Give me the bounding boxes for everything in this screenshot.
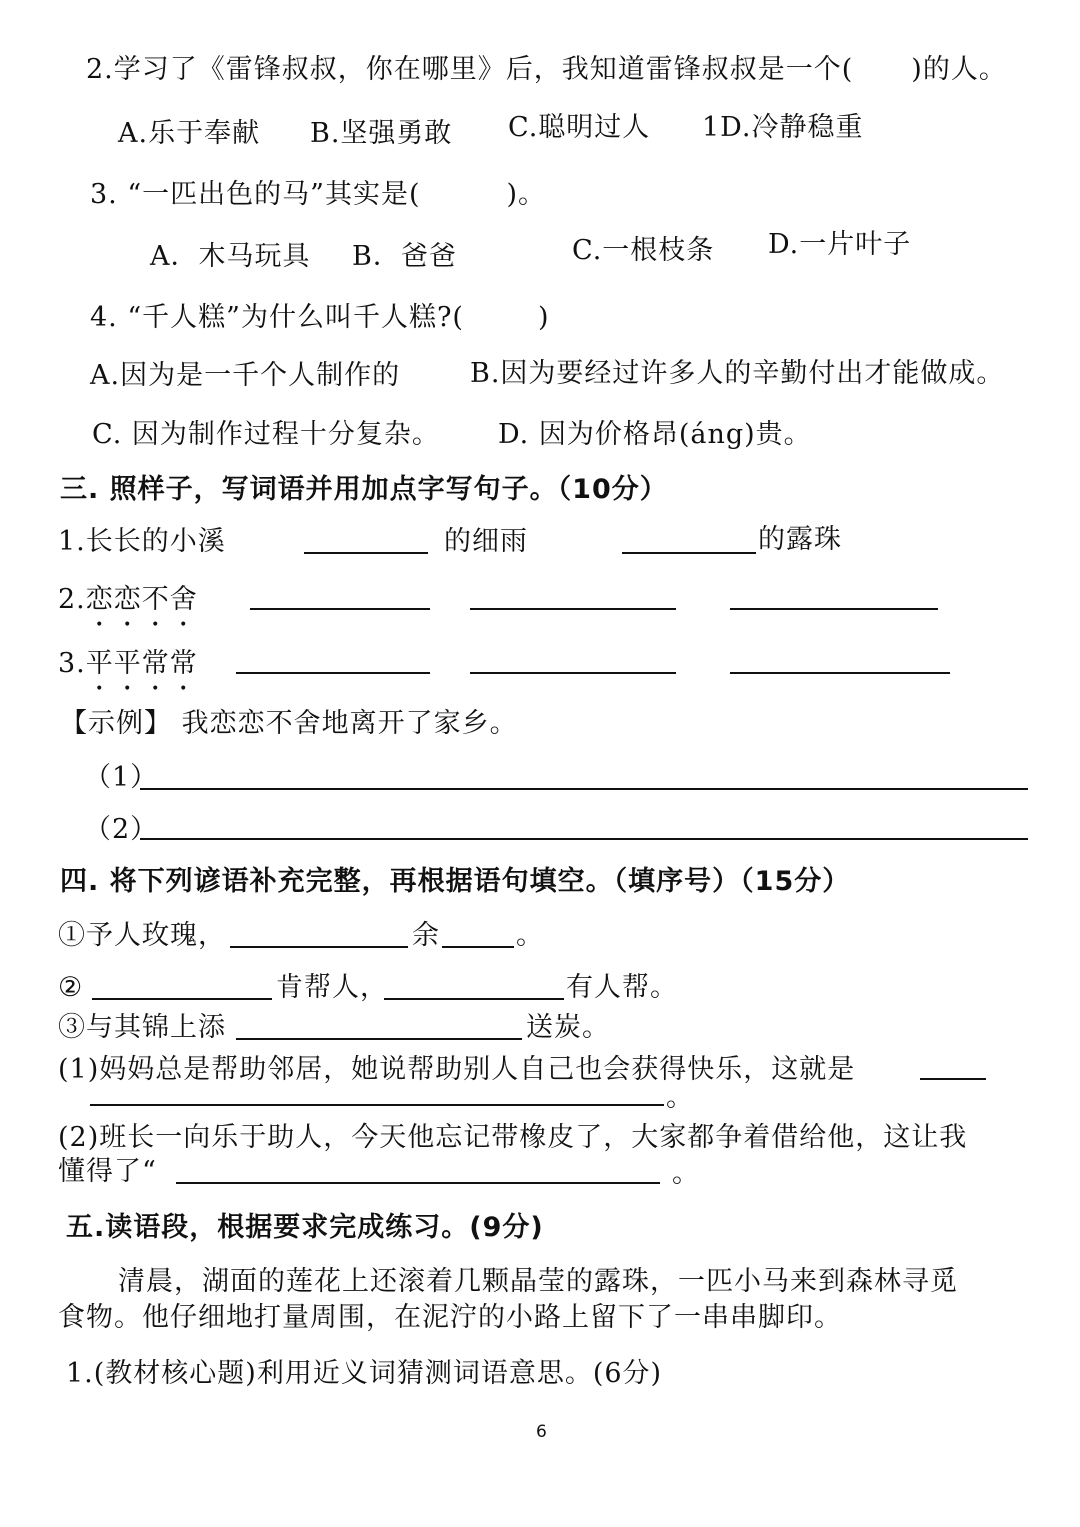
dotted-char: 恋 xyxy=(85,584,114,615)
dotted-char: 常 xyxy=(169,648,198,679)
sec4-p1-blank-2[interactable] xyxy=(442,946,514,948)
q2-stem-text: 2.学习了《雷锋叔叔，你在哪里》后，我知道雷锋叔叔是一个( xyxy=(86,54,854,85)
sec4-p1-end: 。 xyxy=(516,920,544,951)
sec4-fill-2-blank[interactable] xyxy=(176,1182,660,1184)
q4-stem-end: ) xyxy=(537,302,550,333)
q3-stem xyxy=(90,177,546,213)
section-3-heading: 三. 照样子，写词语并用加点字写句子。（10分） xyxy=(60,474,668,505)
sec4-p2-blank-2[interactable] xyxy=(384,998,564,1000)
sec4-fill-1-blank-a[interactable] xyxy=(920,1078,986,1080)
q3-option-a: A．木马玩具 xyxy=(150,241,311,272)
q3-option-b: B．爸爸 xyxy=(352,241,457,272)
q2-option-c: C.聪明过人 xyxy=(508,112,651,143)
sec3-row3-blank-1[interactable] xyxy=(236,672,430,674)
sec3-row1-blank-2[interactable] xyxy=(622,552,756,554)
sec4-p2-blank-1[interactable] xyxy=(92,998,272,1000)
sec4-proverb-3: ③与其锦上添 xyxy=(58,1012,226,1043)
sec4-fill-2: (2)班长一向乐于助人，今天他忘记带橡皮了，大家都争着借给他，这让我 xyxy=(58,1122,968,1153)
sec3-line-1-label: （1） xyxy=(84,762,159,793)
sec3-row2-blank-2[interactable] xyxy=(470,608,676,610)
sec4-proverb-1: ①予人玫瑰， xyxy=(58,920,226,951)
dotted-char: 平 xyxy=(85,648,114,679)
sec4-p2-mid: 肯帮人， xyxy=(276,972,388,1003)
sec4-proverb-2: ② xyxy=(58,972,84,1003)
q4-stem-text: 4. “千人糕”为什么叫千人糕?( xyxy=(90,302,464,333)
sec3-sentence-line-2[interactable] xyxy=(140,838,1028,840)
q2-stem xyxy=(86,52,1007,88)
dotted-char: 常 xyxy=(141,648,170,679)
q3-stem-text: 3. “一匹出色的马”其实是( xyxy=(90,179,421,210)
dotted-char: 平 xyxy=(113,648,142,679)
q4-option-c: C. 因为制作过程十分复杂。 xyxy=(92,419,440,450)
sec4-p3-end: 送炭。 xyxy=(526,1012,610,1043)
sec4-p1-mid: 余 xyxy=(412,920,440,951)
dotted-char: 舍 xyxy=(169,584,198,615)
sec3-row1-blank-1[interactable] xyxy=(304,552,428,554)
sec4-fill-2-end: 。 xyxy=(672,1158,700,1189)
q3-option-d: D.一片叶子 xyxy=(768,229,912,260)
q4-option-d: D. 因为价格昂(áng)贵。 xyxy=(498,419,812,450)
sec3-row2-blank-3[interactable] xyxy=(730,608,938,610)
q4-option-b: B.因为要经过许多人的辛勤付出才能做成。 xyxy=(470,358,1005,389)
q4-stem xyxy=(90,300,550,336)
section-4-heading: 四. 将下列谚语补充完整，再根据语句填空。（填序号）（15分） xyxy=(60,866,851,897)
sec5-paragraph-line-2: 食物。他仔细地打量周围，在泥泞的小路上留下了一串串脚印。 xyxy=(58,1302,842,1333)
sec3-row1-label: 1.长长的小溪 xyxy=(58,526,226,557)
sec3-row2-blank-1[interactable] xyxy=(250,608,430,610)
section-5-heading: 五.读语段，根据要求完成练习。(9分) xyxy=(66,1212,544,1243)
q4-option-a: A.因为是一千个人制作的 xyxy=(90,360,401,391)
sec4-fill-1: (1)妈妈总是帮助邻居，她说帮助别人自己也会获得快乐，这就是 xyxy=(58,1054,856,1085)
q2-stem-end: )的人。 xyxy=(911,54,1007,85)
sec4-fill-1-end: 。 xyxy=(666,1082,694,1113)
sec3-line-2-label: （2） xyxy=(84,814,159,845)
sec3-row1-end: 的露珠 xyxy=(758,524,842,555)
sec4-fill-2-b: 懂得了“ xyxy=(58,1156,157,1187)
sec4-p2-end: 有人帮。 xyxy=(566,972,678,1003)
q3-stem-end: )。 xyxy=(506,179,547,210)
sec3-row3-blank-3[interactable] xyxy=(730,672,950,674)
sec4-p1-blank-1[interactable] xyxy=(230,946,408,948)
sec3-row2-label: 2.恋恋不舍 xyxy=(58,582,198,618)
dotted-char: 不 xyxy=(141,584,170,615)
dotted-char: 恋 xyxy=(113,584,142,615)
sec5-question-1: 1.(教材核心题)利用近义词猜测词语意思。(6分) xyxy=(66,1358,663,1389)
q2-option-b: B.坚强勇敢 xyxy=(310,118,453,149)
sec5-paragraph-line-1: 清晨，湖面的莲花上还滚着几颗晶莹的露珠，一匹小马来到森林寻觅 xyxy=(118,1266,958,1297)
sec4-fill-1-blank-b[interactable] xyxy=(90,1104,664,1106)
sec3-row3-blank-2[interactable] xyxy=(470,672,676,674)
sec3-example: 【示例】 我恋恋不舍地离开了家乡。 xyxy=(60,708,518,739)
sec3-sentence-line-1[interactable] xyxy=(140,788,1028,790)
q2-option-d: 1D.冷静稳重 xyxy=(702,112,864,143)
sec4-p3-blank[interactable] xyxy=(236,1038,522,1040)
sec3-row3-label: 3.平平常常 xyxy=(58,646,198,682)
q3-option-c: C.一根枝条 xyxy=(572,235,715,266)
page-number: 6 xyxy=(536,1422,547,1442)
q2-option-a: A.乐于奉献 xyxy=(118,118,261,149)
sec3-row1-mid: 的细雨 xyxy=(444,526,528,557)
